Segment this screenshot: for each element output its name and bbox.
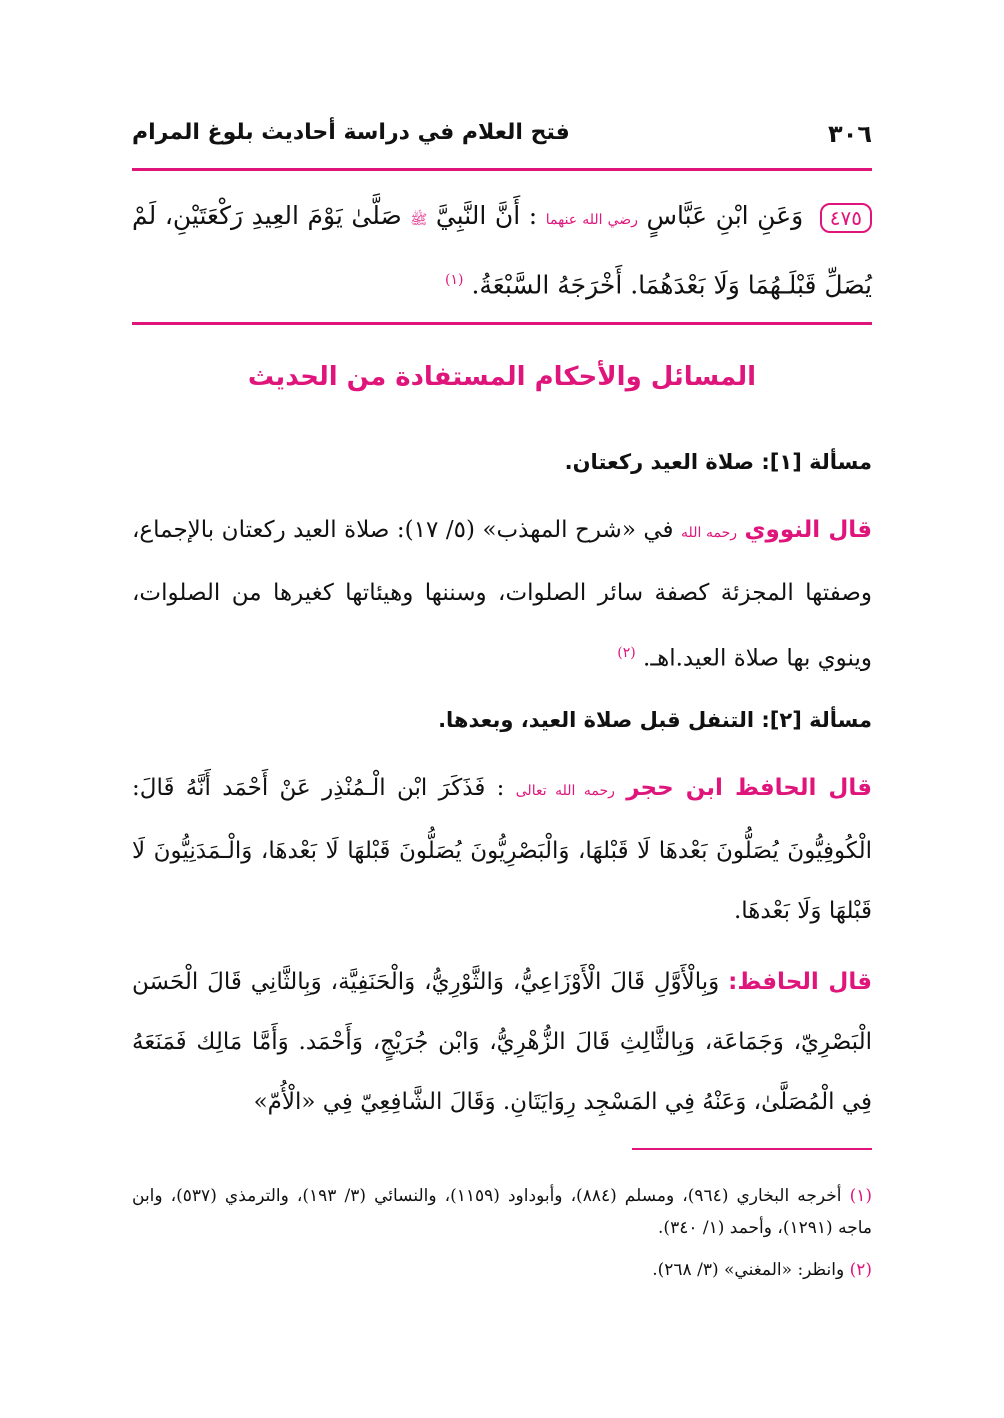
honorific-glyph: رحمه الله تعالى: [515, 783, 615, 799]
footnote-2: [132, 1254, 872, 1286]
section-title: المسائل والأحكام المستفادة من الحديث: [247, 362, 757, 392]
footnotes: [132, 1180, 872, 1286]
hadith-text-b: : أَنَّ النَّبِيَّ: [435, 201, 538, 230]
speaker-label: قال الحافظ ابن حجر: [626, 775, 873, 801]
issue-2-paragraph-1: [132, 758, 872, 941]
footnote-number: (١): [849, 1186, 872, 1206]
issue-heading-1: مسألة [١]: صلاة العيد ركعتان.: [564, 450, 872, 474]
hadith-text-a: وَعَنِ ابْنِ عَبَّاسٍ: [646, 201, 804, 230]
hadith-block: [132, 186, 872, 315]
footnote-ref[interactable]: (٢): [617, 645, 636, 661]
footnote-text: وانظر: «المغني» (٣/ ٢٦٨).: [652, 1260, 845, 1280]
hadith-number-badge: ٤٧٥: [820, 203, 872, 233]
footnote-ref[interactable]: (١): [445, 272, 464, 288]
paragraph-text: في «شرح المهذب» (٥/ ١٧): صلاة العيد ركعتان بالإجماع، وصفتها المجزئة كصفة سائر الصلوات، وسننها وهيئاتها كغيرها من الصلوات، وينوي بها صلاة العيد.اهـ.: [132, 517, 872, 672]
issue-heading-2: مسألة [٢]: التنفل قبل صلاة العيد، وبعدها.: [438, 708, 872, 732]
header-divider: [132, 168, 872, 171]
paragraph-text: وَبِالْأَوَّلِ قَالَ الْأَوْزَاعِيُّ، وَالثَّوْرِيُّ، وَالْحَنَفِيَّة، وَبِالثَّانِي قَالَ الْحَسَن الْبَصْرِيّ، وَجَمَاعَة، وَبِالثَّالِثِ قَالَ الزُّهْرِيُّ، وَابْن جُرَيْجٍ، وَأَحْمَد. وَأَمَّا مَالِك فَمَنَعَهُ فِي الْمُصَلَّىٰ، وَعَنْهُ فِي المَسْجِد رِوَايَتَانِ. وَقَالَ الشَّافِعِيّ فِي «الْأُمّ»: [132, 969, 872, 1115]
honorific-glyph: رضي الله عنهما: [545, 212, 638, 228]
footnote-number: (٢): [849, 1260, 872, 1280]
page-header: [132, 118, 872, 158]
book-title: فتح العلام في دراسة أحاديث بلوغ المرام: [132, 120, 570, 145]
paragraph-text: : فَذَكَرَ ابْن الْـمُنْذِر عَنْ أَحْمَد أَنَّهُ قَالَ: الْكُوفِيُّونَ يُصَلُّونَ بَعْدهَا لَا قَبْلهَا، وَالْبَصْرِيُّونَ يُصَلُّونَ قَبْلهَا لَا بَعْدهَا، وَالْـمَدَنِيُّونَ لَا قَبْلهَا وَلَا بَعْدهَا.: [132, 775, 872, 924]
issue-1-paragraph: [132, 500, 872, 689]
issue-2-paragraph-2: [132, 952, 872, 1132]
speaker-label: قال الحافظ:: [728, 969, 873, 995]
honorific-glyph: رحمه الله: [681, 525, 737, 541]
page-number: ٣٠٦: [828, 120, 872, 148]
hadith-text-c: صَلَّىٰ يَوْمَ العِيدِ رَكْعَتَيْنِ، لَمْ يُصَلِّ قَبْلَـهُمَا وَلَا بَعْدَهُمَا. أَخْرَجَهُ السَّبْعَةُ.: [132, 201, 872, 300]
footnote-divider: [632, 1148, 872, 1150]
honorific-glyph: ﷺ: [410, 212, 428, 228]
footnote-text: أخرجه البخاري (٩٦٤)، ومسلم (٨٨٤)، وأبوداود (١١٥٩)، والنسائي (٣/ ١٩٣)، والترمذي (٥٣٧)، وابن ماجه (١٢٩١)، وأحمد (١/ ٣٤٠).: [132, 1186, 872, 1238]
hadith-divider: [132, 322, 872, 325]
speaker-label: قال النووي: [744, 517, 873, 543]
footnote-1: [132, 1180, 872, 1244]
